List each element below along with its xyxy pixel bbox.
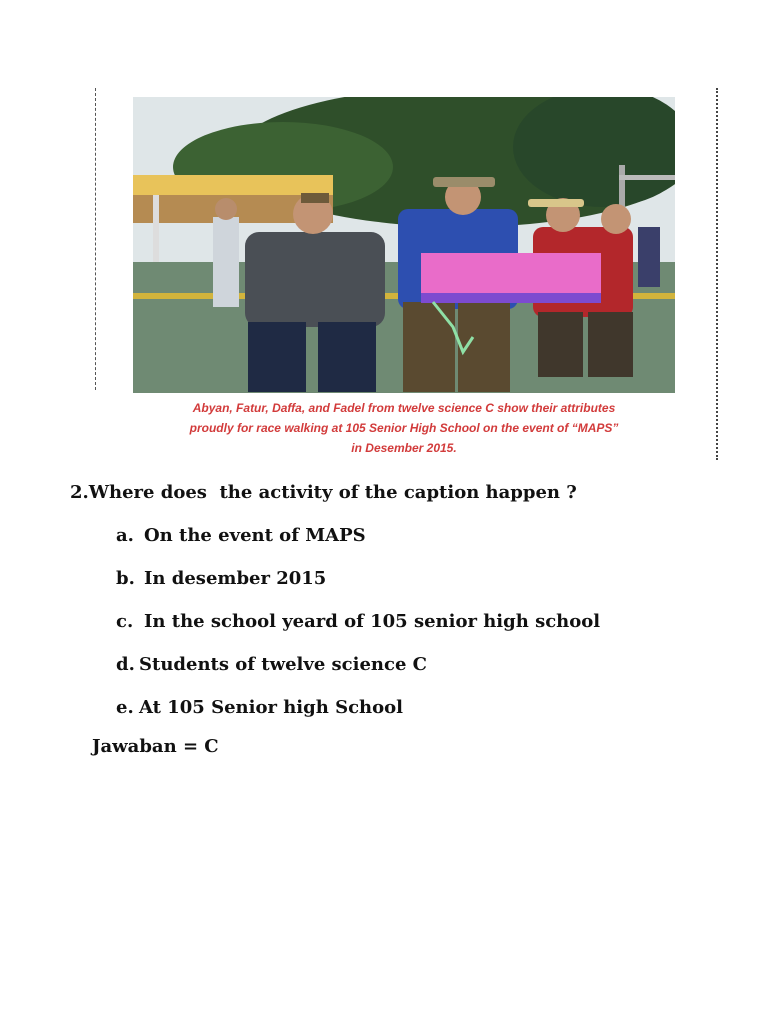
option-letter: b. [116,568,135,589]
option-text: On the event of MAPS [144,525,366,546]
option-c [116,609,600,652]
caption-line: in Desember 2015. [351,441,457,455]
photo-caption [130,398,678,458]
answer-options [116,523,600,738]
caption-line: proudly for race walking at 105 Senior High School on the event of “MAPS” [189,421,619,435]
option-text: Students of twelve science C [139,654,428,675]
image-frame-right-border [716,88,718,460]
option-letter: e. [116,697,134,718]
photo-illustration [133,97,675,393]
option-a [116,523,600,566]
option-text: In desember 2015 [144,568,327,589]
image-frame-left-border [95,88,96,390]
option-e [116,695,600,738]
option-text: In the school yeard of 105 senior high school [144,611,601,632]
option-letter: d. [116,654,135,675]
option-text: At 105 Senior high School [139,697,403,718]
question-text: 2.Where does the activity of the caption happen ? [70,482,577,503]
option-b [116,566,600,609]
caption-line: Abyan, Fatur, Daffa, and Fadel from twelve science C show their attributes [192,401,616,415]
option-letter: c. [116,611,134,632]
option-letter: a. [116,525,134,546]
option-d [116,652,600,695]
students-photo [133,97,675,393]
answer-text: Jawaban = C [92,736,219,757]
